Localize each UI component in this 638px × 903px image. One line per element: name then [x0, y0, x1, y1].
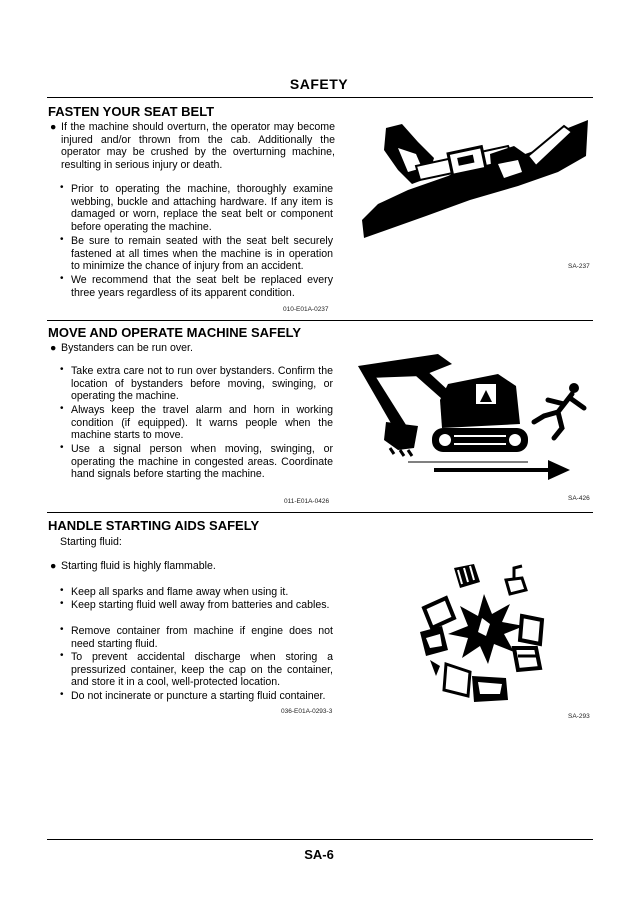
reference-code: 036-E01A-0293-3 — [281, 708, 333, 715]
bullet-dot-icon: • — [60, 403, 64, 414]
reference-code: 011-E01A-0426 — [284, 498, 330, 505]
figure-code: SA-426 — [568, 495, 590, 502]
bullet-dot-icon: • — [60, 585, 64, 596]
section-divider — [47, 512, 593, 513]
bullet-text: Starting fluid is highly flammable. — [61, 560, 216, 572]
bullet-dot-icon: • — [60, 689, 64, 700]
bullet-dot-icon: • — [60, 364, 64, 375]
bullet-dot-icon: • — [60, 273, 64, 284]
section-title-move-operate: MOVE AND OPERATE MACHINE SAFELY — [48, 325, 302, 340]
section-title-seat-belt: FASTEN YOUR SEAT BELT — [48, 104, 215, 119]
bullet-dot-icon: • — [60, 442, 64, 453]
bullet-dot-icon: • — [60, 624, 64, 635]
starting-fluid-explosion-illustration — [410, 560, 560, 710]
seat-belt-illustration — [358, 120, 590, 240]
section-divider — [47, 320, 593, 321]
figure-code: SA-293 — [568, 713, 590, 720]
section-intro: Starting fluid: — [60, 536, 122, 548]
bullet-dot-icon: • — [60, 650, 64, 661]
bullet-text: Bystanders can be run over. — [61, 342, 193, 354]
page-header-title: SAFETY — [289, 76, 349, 92]
excavator-illustration — [348, 350, 593, 480]
figure-code: SA-237 — [568, 263, 590, 270]
bullet-dot-icon: • — [60, 598, 64, 609]
page-number: SA-6 — [304, 847, 334, 862]
bullet-dot-icon: ● — [50, 342, 57, 354]
bullet-dot-icon: ● — [50, 560, 57, 572]
bullet-dot-icon: ● — [50, 121, 57, 133]
bullet-dot-icon: • — [60, 182, 64, 193]
footer-rule — [47, 839, 593, 840]
reference-code: 010-E01A-0237 — [283, 306, 329, 313]
bullet-dot-icon: • — [60, 234, 64, 245]
bullet-text: If the machine should overturn, the operator may become injured and/or thrown from the cab. Additionally the operator may be crushed by the overturning machine, resulting in serious injury or death. — [61, 121, 335, 171]
header-rule — [47, 97, 593, 98]
section-title-starting-aids: HANDLE STARTING AIDS SAFELY — [48, 518, 260, 533]
